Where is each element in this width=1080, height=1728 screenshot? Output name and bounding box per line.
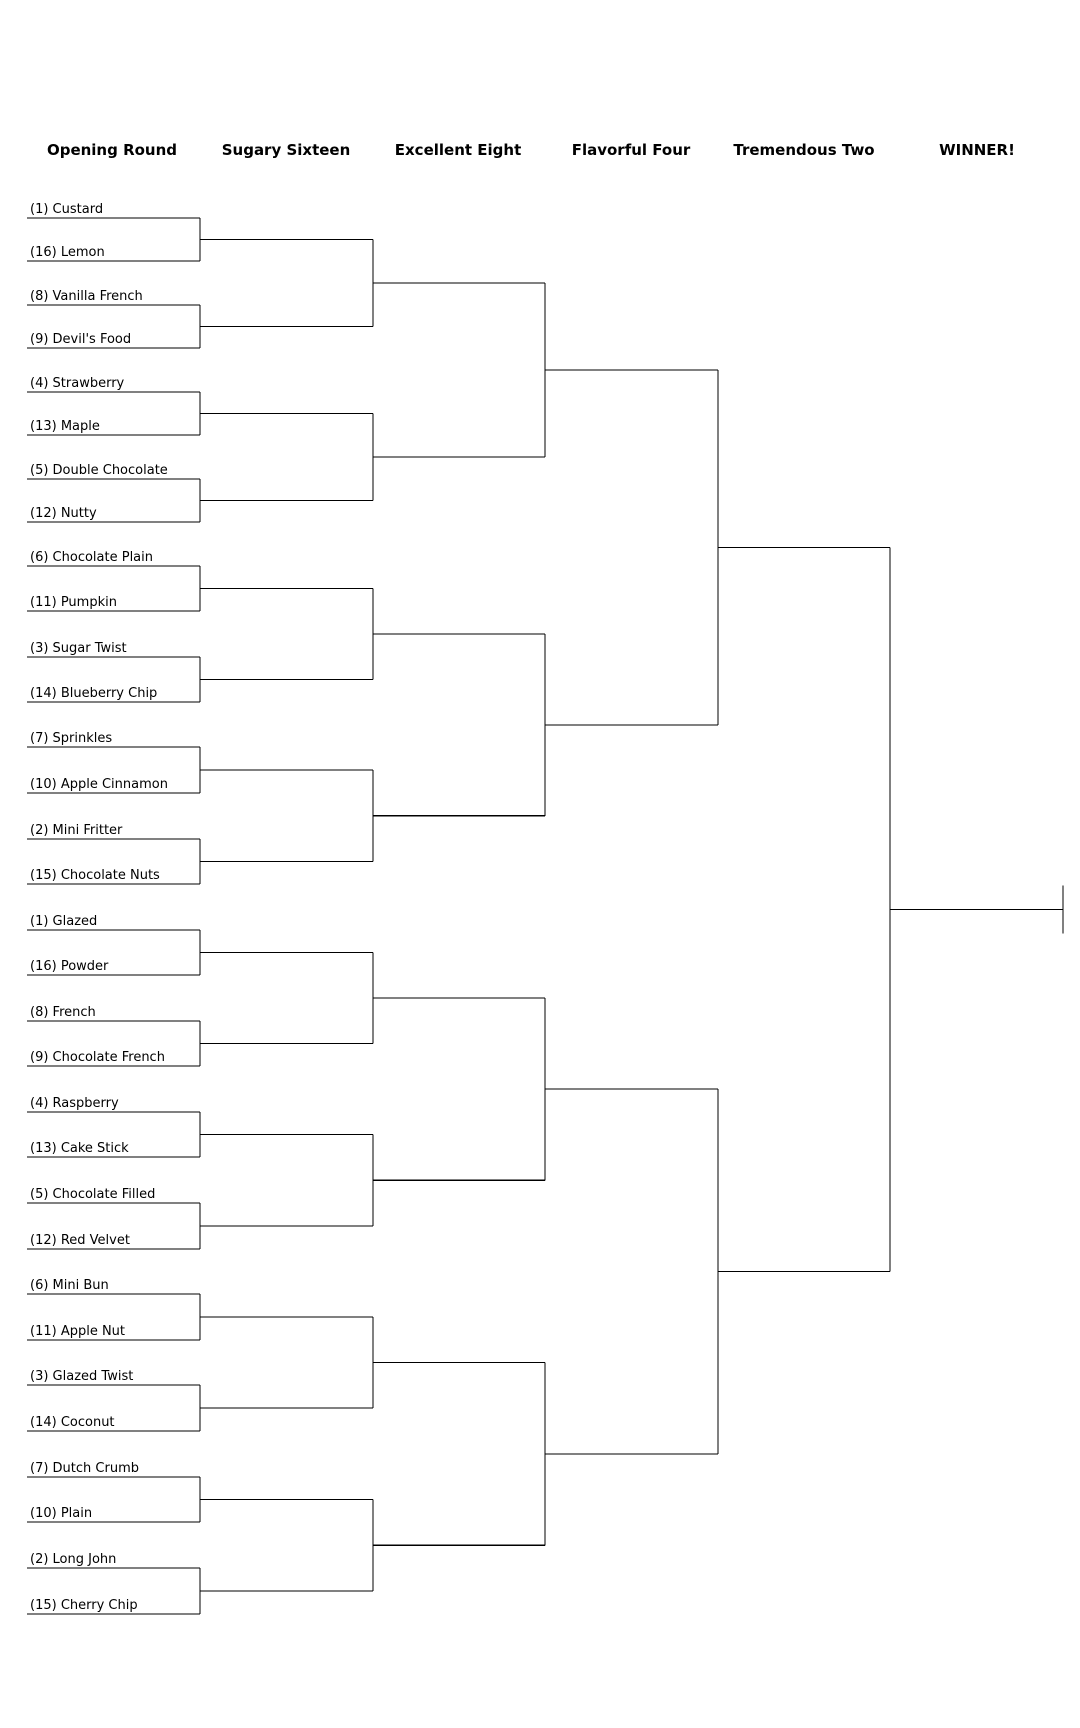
team-label: (14) Coconut: [30, 1415, 115, 1430]
team-label: (12) Nutty: [30, 506, 97, 521]
round-title: Opening Round: [46, 141, 178, 159]
team-label: (4) Raspberry: [30, 1096, 119, 1111]
team-label: (12) Red Velvet: [30, 1233, 130, 1248]
team-label: (2) Mini Fritter: [30, 823, 123, 838]
team-label: (10) Plain: [30, 1506, 93, 1521]
team-label: (5) Chocolate Filled: [30, 1187, 156, 1202]
team-label: (11) Apple Nut: [30, 1324, 126, 1339]
round-title: Tremendous Two: [733, 141, 875, 159]
team-label: (6) Mini Bun: [30, 1278, 109, 1293]
team-labels: [30, 202, 168, 1613]
team-label: (3) Glazed Twist: [30, 1369, 134, 1384]
team-label: (8) French: [30, 1005, 96, 1020]
team-label: (16) Powder: [30, 959, 109, 974]
round-title: WINNER!: [939, 141, 1015, 159]
team-label: (7) Sprinkles: [30, 731, 113, 746]
team-label: (9) Chocolate French: [30, 1050, 165, 1065]
round-titles: [47, 141, 1015, 159]
team-label: (13) Cake Stick: [30, 1141, 129, 1156]
team-label: (16) Lemon: [30, 245, 105, 260]
team-label: (7) Dutch Crumb: [30, 1461, 139, 1476]
team-label: (13) Maple: [30, 419, 100, 434]
team-label: (2) Long John: [30, 1552, 117, 1567]
round-title: Sugary Sixteen: [221, 141, 351, 159]
team-label: (4) Strawberry: [30, 376, 125, 391]
team-label: (15) Chocolate Nuts: [30, 868, 160, 883]
team-label: (14) Blueberry Chip: [30, 686, 158, 701]
team-label: (1) Glazed: [30, 914, 98, 929]
team-label: (9) Devil's Food: [30, 332, 132, 347]
bracket-lines: [27, 218, 1063, 1614]
team-label: (10) Apple Cinnamon: [30, 777, 168, 792]
round-title: Excellent Eight: [394, 141, 522, 159]
team-label: (3) Sugar Twist: [30, 641, 127, 656]
team-label: (11) Pumpkin: [30, 595, 117, 610]
team-label: (8) Vanilla French: [30, 289, 143, 304]
round-title: Flavorful Four: [571, 141, 691, 159]
team-label: (6) Chocolate Plain: [30, 550, 153, 565]
team-label: (5) Double Chocolate: [30, 463, 168, 478]
team-label: (15) Cherry Chip: [30, 1598, 138, 1613]
team-label: (1) Custard: [30, 202, 104, 217]
